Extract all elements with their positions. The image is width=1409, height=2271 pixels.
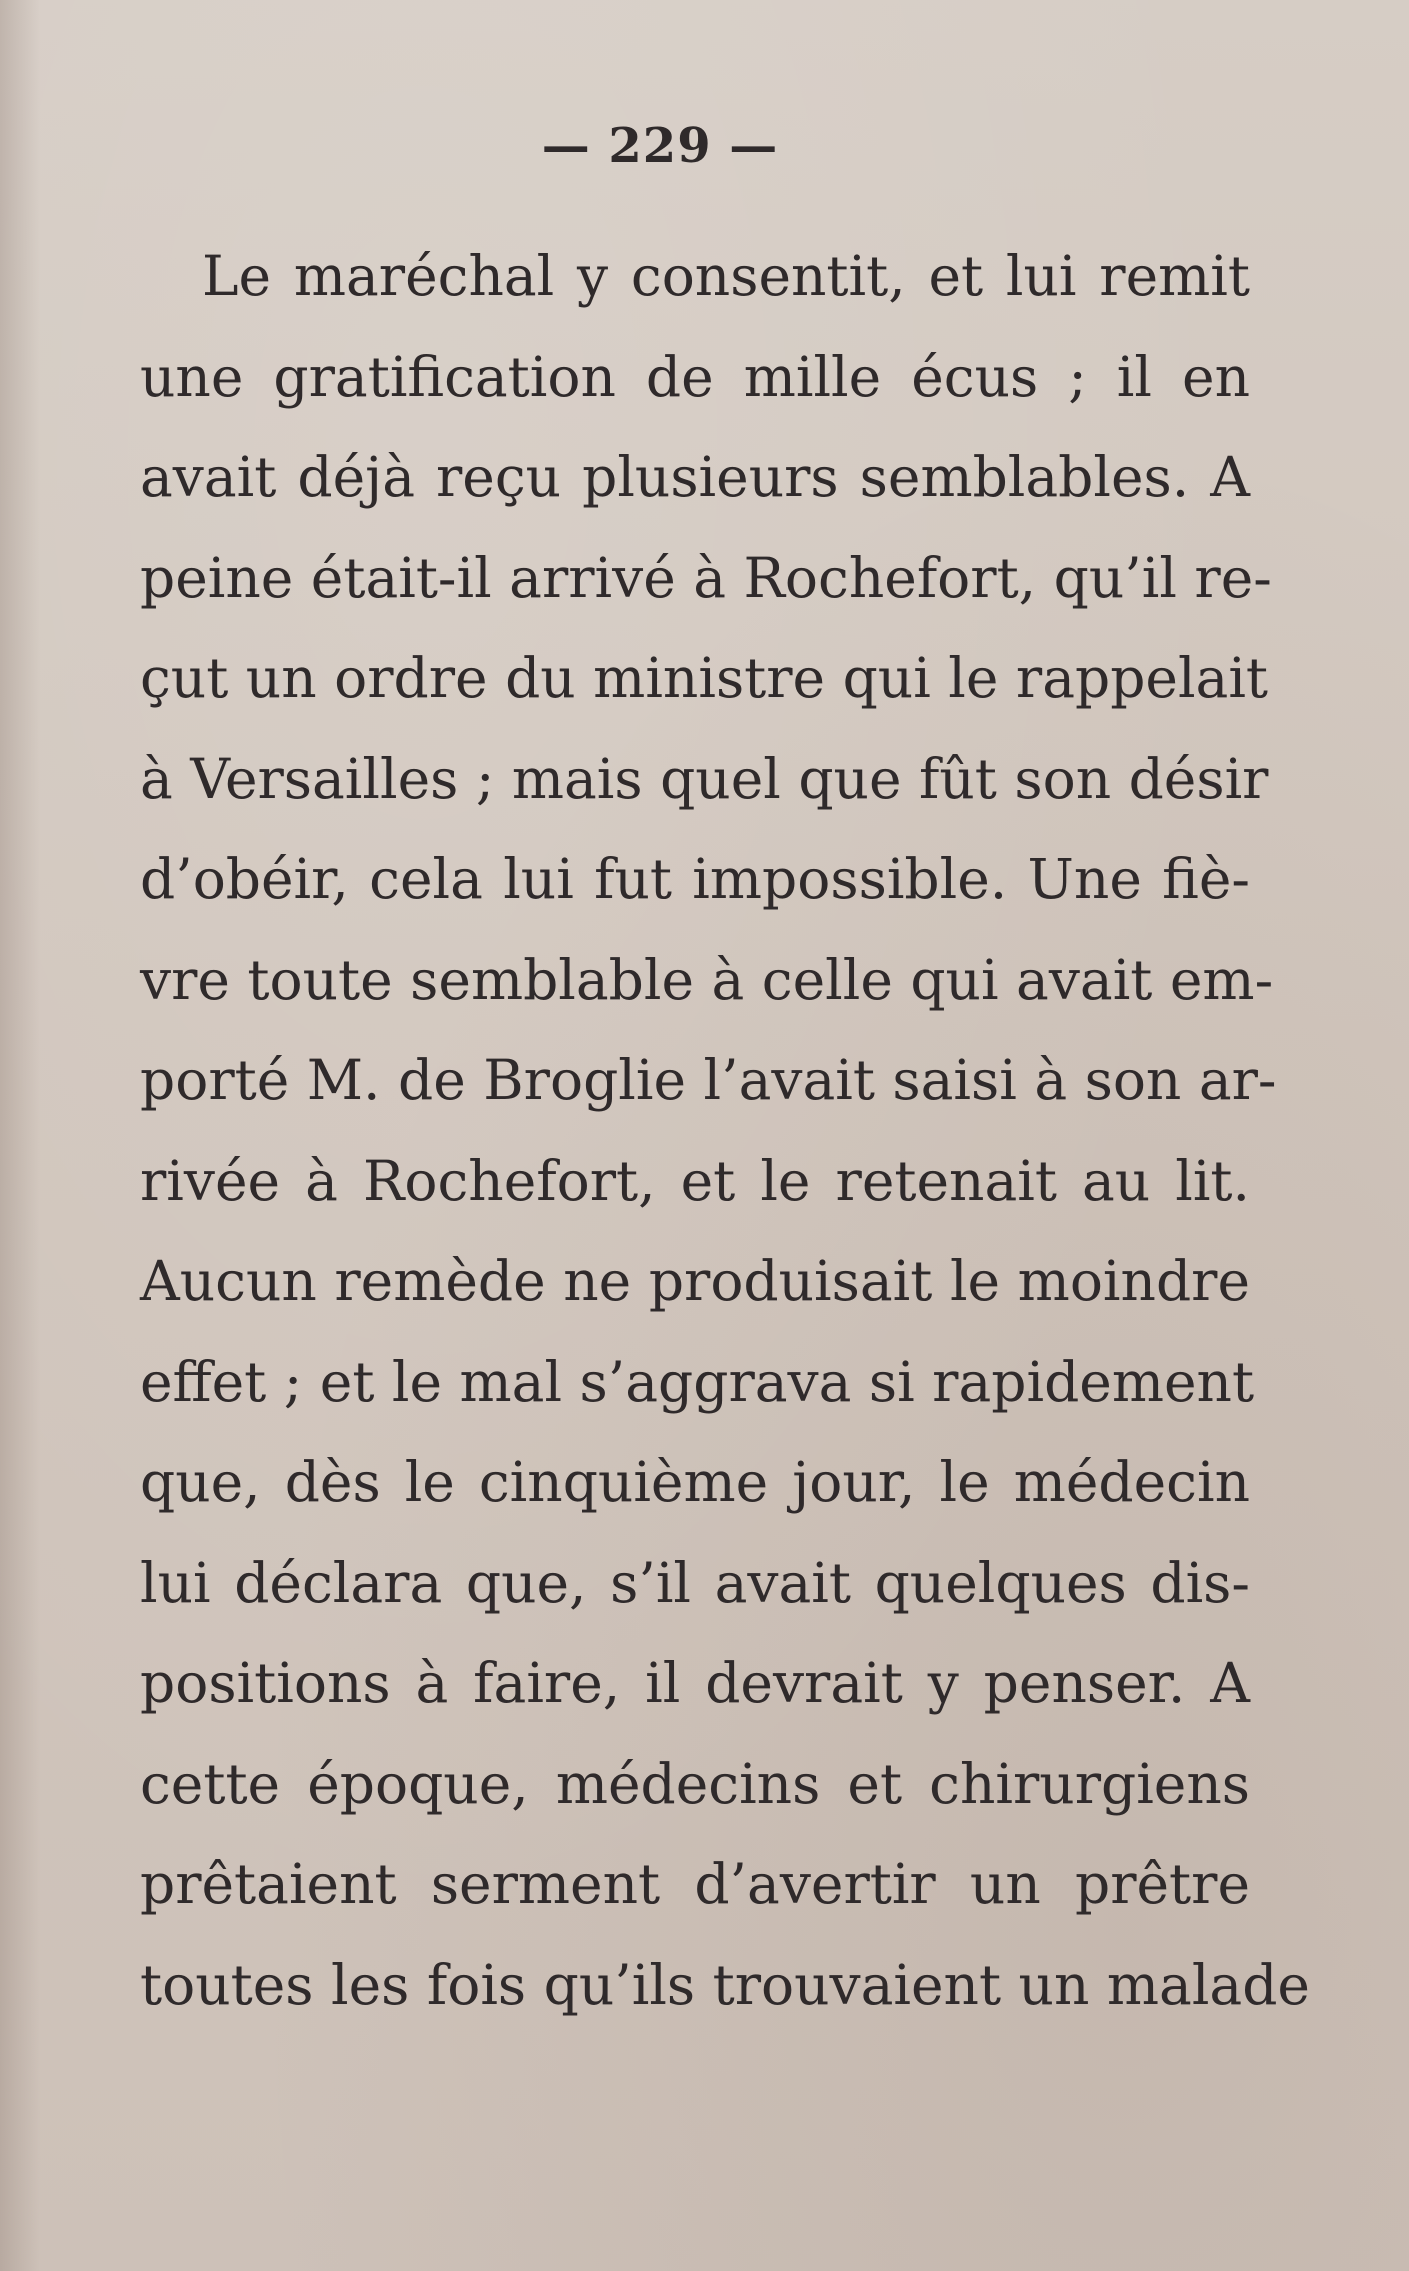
text-line: lui déclara que, s’il avait quelques dis-: [140, 1550, 1250, 1615]
text-line: Le maréchal y consentit, et lui remit: [202, 244, 1250, 308]
text-line: porté M. de Broglie l’avait saisi à son ar-: [140, 1048, 1277, 1112]
text-line: d’obéir, cela lui fut impossible. Une fiè-: [140, 847, 1250, 911]
text-line: peine était-il arrivé à Rochefort, qu’il re-: [140, 545, 1272, 610]
text-line: une gratification de mille écus ; il en: [140, 344, 1250, 409]
text-line: çut un ordre du ministre qui le rappelait: [140, 646, 1269, 710]
body-text: [140, 226, 1310, 2035]
page-edge-shadow: [0, 0, 40, 2271]
text-line: avait déjà reçu plusieurs semblables. A: [140, 445, 1250, 509]
text-line: prêtaient serment d’avertir un prêtre: [140, 1852, 1250, 1916]
text-line: que, dès le cinquième jour, le médecin: [140, 1450, 1250, 1514]
text-line: positions à faire, il devrait y penser. A: [140, 1651, 1250, 1715]
text-line: rivée à Rochefort, et le retenait au lit.: [140, 1148, 1250, 1213]
text-line: cette époque, médecins et chirurgiens: [140, 1751, 1250, 1816]
text-line: effet ; et le mal s’aggrava si rapidement: [140, 1349, 1255, 1414]
page-number: — 229 —: [541, 118, 779, 174]
text-line: Aucun remède ne produisait le moindre: [140, 1249, 1250, 1313]
text-line: vre toute semblable à celle qui avait em-: [140, 947, 1274, 1012]
text-line: toutes les fois qu’ils trouvaient un malade: [140, 1952, 1310, 2017]
text-line: à Versailles ; mais quel que fût son désir: [140, 746, 1269, 811]
